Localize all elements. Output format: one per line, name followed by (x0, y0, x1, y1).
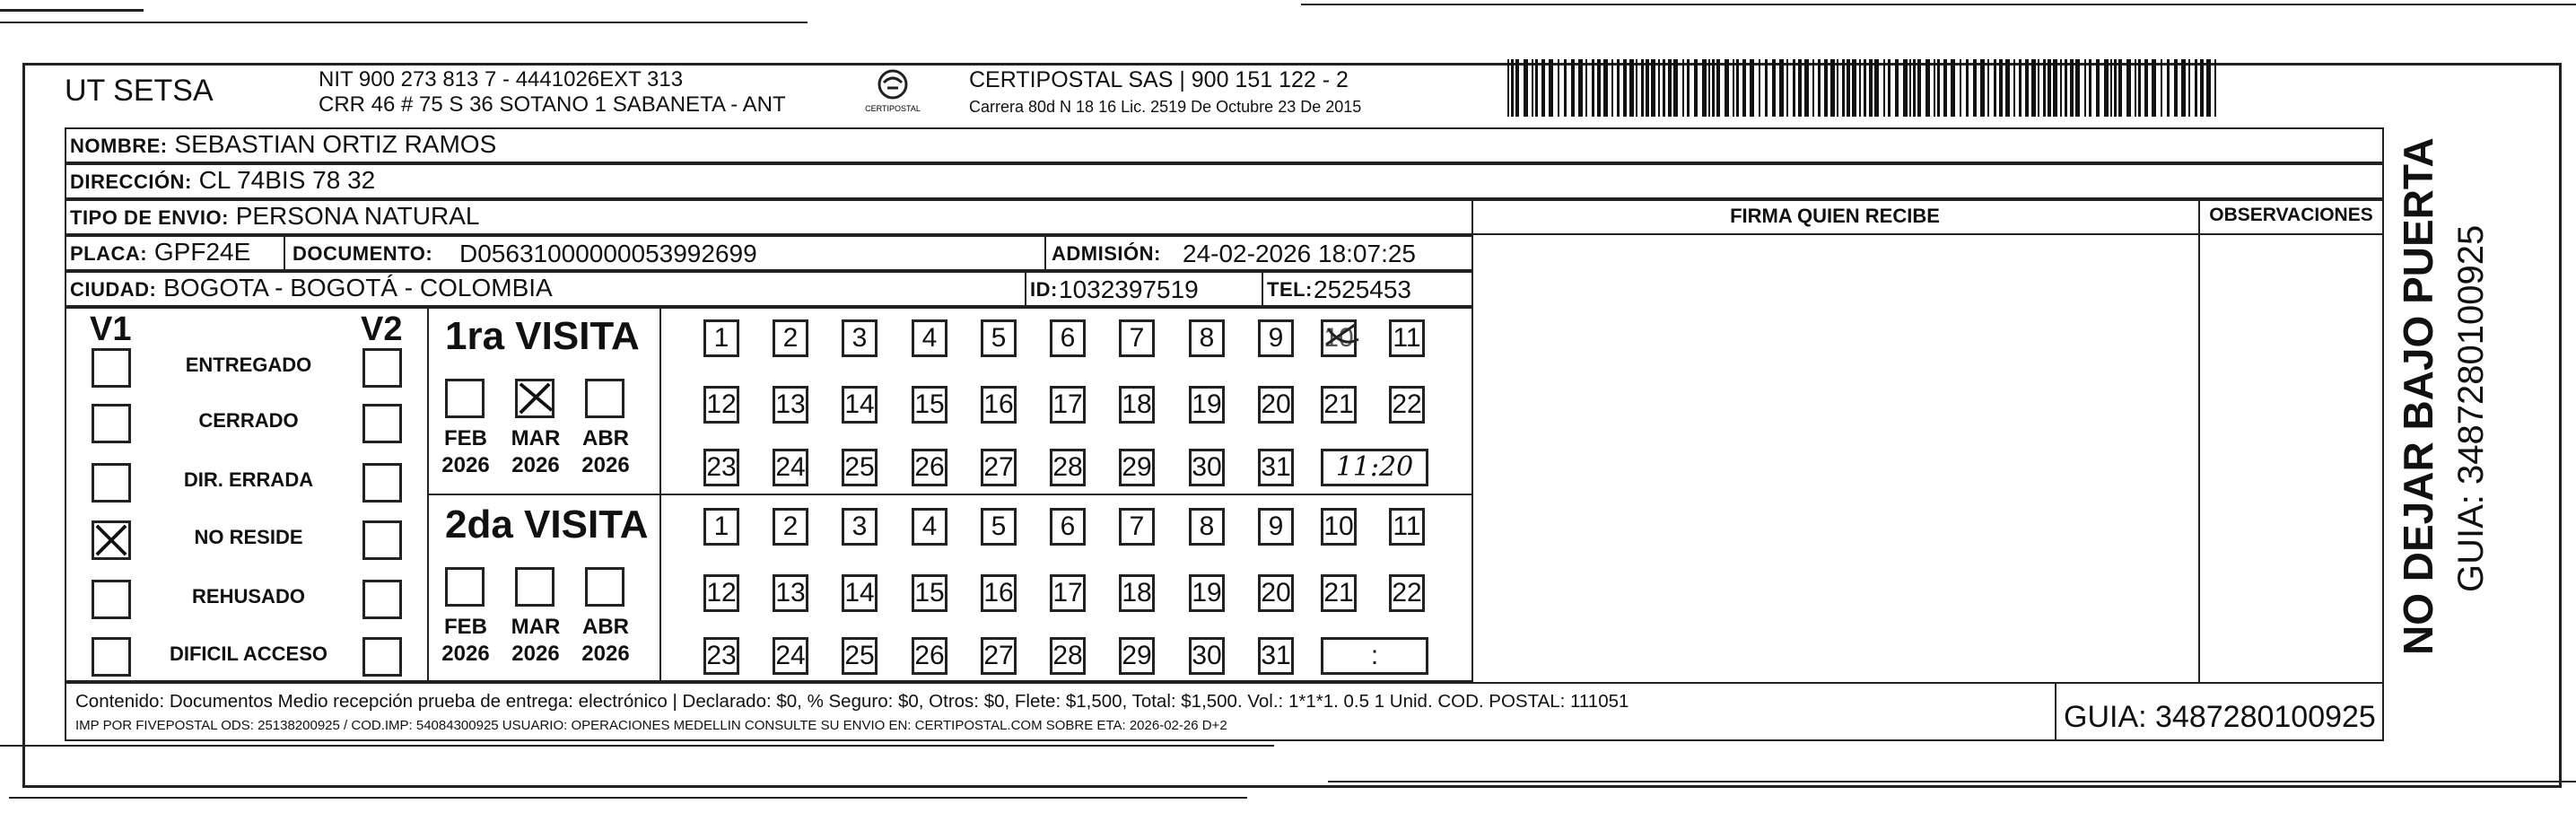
tel-value: 2525453 (1314, 275, 1412, 303)
day-box[interactable]: 14 (842, 574, 878, 612)
day-box[interactable]: 14 (842, 386, 878, 424)
barcode-bar (1917, 59, 1921, 117)
footer-content: Contenido: Documentos Medio recepción prueba de entrega: electrónico | Declarado: $0, % Seguro: $0, Otros: $0, Flete: $1,500, Total: $1,500. Vol.: 1*1*1. 0.5 1 Unid. COD. POSTAL: 111051 (75, 691, 1629, 712)
observaciones-divider (2198, 199, 2200, 682)
barcode-bar (1694, 59, 1698, 117)
certipostal-logo (857, 66, 929, 117)
day-box[interactable]: 18 (1119, 574, 1155, 612)
year-label: 2026 (581, 642, 630, 666)
barcode-bar (2031, 59, 2036, 117)
right-border (2382, 127, 2384, 682)
barcode-bar (1793, 59, 1795, 117)
barcode-bar (2104, 59, 2109, 117)
barcode-bar (1883, 59, 1885, 117)
barcode-bar (2118, 59, 2122, 117)
day-box[interactable]: 8 (1189, 319, 1225, 357)
side-guia: GUIA: 3487280100925 (2451, 224, 2491, 592)
barcode-bar (1759, 59, 1760, 117)
barcode-bar (2200, 59, 2204, 117)
tel-label: TEL: (1267, 278, 1313, 301)
status-label: NO RESIDE (194, 526, 303, 548)
v2-checkbox[interactable] (362, 463, 402, 503)
barcode-bar (2206, 59, 2211, 117)
second-visit-time[interactable]: : (1321, 637, 1428, 675)
day-box[interactable]: 30 (1189, 449, 1225, 486)
day-box[interactable]: 13 (773, 386, 808, 424)
barcode-bar (2075, 59, 2080, 117)
day-box[interactable]: 5 (981, 319, 1017, 357)
company-license: Carrera 80d N 18 16 Lic. 2519 De Octubre 23 De 2015 (969, 98, 1362, 116)
company-line: CERTIPOSTAL SAS | 900 151 122 - 2 (969, 67, 1349, 92)
day-box[interactable]: 27 (981, 637, 1017, 675)
nombre-value: SEBASTIAN ORTIZ RAMOS (174, 130, 497, 158)
barcode-bar (2065, 59, 2067, 117)
v1-checkbox[interactable] (92, 520, 131, 560)
day-box[interactable]: 22 (1389, 386, 1425, 424)
day-box[interactable]: 7 (1119, 319, 1155, 357)
barcode-bar (1524, 59, 1528, 117)
day-box[interactable]: 25 (842, 637, 878, 675)
day-box[interactable]: 19 (1189, 386, 1225, 424)
barcode-bar (2135, 59, 2136, 117)
logo-text: CERTIPOSTAL (865, 104, 921, 113)
barcode-bar (1804, 59, 1809, 117)
barcode-bar (1651, 59, 1655, 117)
barcode-bar (2161, 59, 2162, 117)
barcode-bar (2126, 59, 2131, 117)
barcode-bar (1888, 59, 1891, 117)
barcode-bar (1623, 59, 1627, 117)
barcode-bar (2089, 59, 2091, 117)
barcode-bar (1779, 59, 1784, 117)
day-box[interactable]: 25 (842, 449, 878, 486)
tipo-value: PERSONA NATURAL (235, 202, 480, 230)
year-label: 2026 (511, 642, 560, 666)
first-visit-title: 1ra VISITA (445, 314, 640, 358)
barcode-bar (1611, 59, 1613, 117)
month-checkbox-abr[interactable] (585, 379, 624, 418)
barcode-bar (1895, 59, 1899, 117)
barcode-bar (2025, 59, 2029, 117)
day-box[interactable]: 15 (912, 386, 947, 424)
barcode-bar (2167, 59, 2170, 117)
tipo-label: TIPO DE ENVIO: (70, 206, 229, 229)
barcode-bar (1909, 59, 1911, 117)
day-box[interactable]: 4 (912, 319, 947, 357)
barcode-bar (1515, 59, 1519, 117)
month-checkbox-feb[interactable] (445, 567, 485, 607)
documento-label: DOCUMENTO: (293, 242, 433, 265)
year-label: 2026 (441, 453, 490, 477)
observaciones-label: OBSERVACIONES (2209, 205, 2373, 225)
day-box[interactable]: 11 (1389, 319, 1425, 357)
barcode-bar (2019, 59, 2022, 117)
barcode-bar (2005, 59, 2010, 117)
day-box[interactable]: 31 (1258, 449, 1294, 486)
signature-header-line (1471, 233, 2384, 235)
barcode-bar (1617, 59, 1620, 117)
month-label: ABR (582, 426, 629, 450)
barcode-bar (1716, 59, 1720, 117)
barcode-bar (2084, 59, 2086, 117)
day-box[interactable]: 16 (981, 574, 1017, 612)
status-label: DIR. ERRADA (183, 468, 314, 491)
day-box[interactable]: 18 (1119, 386, 1155, 424)
barcode-bar (2152, 59, 2156, 117)
barcode-bar (1837, 59, 1838, 117)
barcode-bar (1859, 59, 1861, 117)
barcode-bar (1535, 59, 1538, 117)
barcode-bar (2060, 59, 2062, 117)
month-checkbox-mar[interactable] (515, 567, 554, 607)
month-label: MAR (511, 615, 561, 639)
v1-checkbox[interactable] (92, 348, 131, 388)
row-nombre (65, 127, 2384, 163)
month-checkbox-abr[interactable] (585, 567, 624, 607)
status-label: CERRADO (198, 409, 299, 432)
barcode-bar (1673, 59, 1678, 117)
v1-checkbox[interactable] (92, 463, 131, 503)
status-label: ENTREGADO (185, 354, 312, 376)
barcode-bar (1742, 59, 1746, 117)
day-box[interactable]: 20 (1258, 574, 1294, 612)
barcode-bar (1852, 59, 1856, 117)
v2-checkbox[interactable] (362, 348, 402, 388)
year-label: 2026 (511, 453, 560, 477)
day-box[interactable]: 9 (1258, 319, 1294, 357)
day-box[interactable]: 26 (912, 449, 947, 486)
day-box[interactable]: 12 (703, 386, 739, 424)
month-checkbox-feb[interactable] (445, 379, 485, 418)
day-box[interactable]: 16 (981, 386, 1017, 424)
nit-line: NIT 900 273 813 7 - 4441026EXT 313 (319, 67, 684, 92)
day-box[interactable]: 2 (773, 508, 808, 546)
barcode-bar (1750, 59, 1754, 117)
barcode-bar (2174, 59, 2178, 117)
day-box[interactable]: 3 (842, 319, 878, 357)
day-box[interactable]: 9 (1258, 508, 1294, 546)
row-direccion (65, 163, 2384, 199)
barcode-bar (1511, 59, 1514, 117)
side-notice: NO DEJAR BAJO PUERTA (2395, 137, 2441, 655)
day-box[interactable]: 17 (1050, 386, 1086, 424)
day-box[interactable]: 6 (1050, 508, 1086, 546)
direccion-value: CL 74BIS 78 32 (198, 166, 376, 194)
barcode-bar (2138, 59, 2141, 117)
barcode-bar (1842, 59, 1845, 117)
barcode-bar (1687, 59, 1690, 117)
barcode-bar (1818, 59, 1821, 117)
day-box[interactable]: 21 (1321, 574, 1357, 612)
v1-checkbox[interactable] (92, 404, 131, 443)
barcode-bar (1864, 59, 1866, 117)
barcode-bar (1994, 59, 1996, 117)
barcode-bar (1564, 59, 1567, 117)
barcode-bar (1712, 59, 1715, 117)
barcode-bar (1960, 59, 1961, 117)
day-box[interactable]: 24 (773, 637, 808, 675)
barcode-bar (1733, 59, 1734, 117)
day-box[interactable]: 5 (981, 508, 1017, 546)
day-box[interactable]: 17 (1050, 574, 1086, 612)
barcode-bar (1597, 59, 1601, 117)
direccion-label: DIRECCIÓN: (70, 170, 192, 193)
month-label: FEB (444, 426, 487, 450)
admision-label: ADMISIÓN: (1052, 242, 1161, 265)
barcode-bar (1541, 59, 1545, 117)
day-box[interactable]: 10 (1321, 319, 1357, 357)
day-box[interactable]: 1 (703, 319, 739, 357)
barcode-bar (1966, 59, 1969, 117)
day-box[interactable]: 22 (1389, 574, 1425, 612)
day-box[interactable]: 6 (1050, 319, 1086, 357)
barcode-bar (2053, 59, 2057, 117)
day-box[interactable]: 10 (1321, 508, 1357, 546)
barcode-bar (2013, 59, 2015, 117)
day-box[interactable]: 27 (981, 449, 1017, 486)
barcode-bar (1646, 59, 1649, 117)
v2-checkbox[interactable] (362, 580, 402, 619)
day-box[interactable]: 19 (1189, 574, 1225, 612)
scribble-mark (1321, 318, 1362, 363)
day-box[interactable]: 23 (703, 449, 739, 486)
brand-name: UT SETSA (65, 74, 214, 108)
barcode-bar (1532, 59, 1533, 117)
barcode-bar (1987, 59, 1989, 117)
barcode-bar (1934, 59, 1935, 117)
barcode-bar (1629, 59, 1634, 117)
id-label: ID: (1030, 278, 1058, 301)
ciudad-value: BOGOTA - BOGOTÁ - COLOMBIA (163, 274, 553, 302)
day-box[interactable]: 28 (1050, 449, 1086, 486)
day-box[interactable]: 31 (1258, 637, 1294, 675)
barcode-bar (1708, 59, 1710, 117)
day-box[interactable]: 2 (773, 319, 808, 357)
barcode-bar (1585, 59, 1587, 117)
day-box[interactable]: 28 (1050, 637, 1086, 675)
barcode-bar (1951, 59, 1955, 117)
day-box[interactable]: 7 (1119, 508, 1155, 546)
v2-checkbox[interactable] (362, 637, 402, 677)
day-box[interactable]: 13 (773, 574, 808, 612)
barcode-bar (1603, 59, 1608, 117)
barcode-bar (1641, 59, 1644, 117)
status-label: DIFICIL ACCESO (169, 643, 327, 665)
barcode-bar (1830, 59, 1835, 117)
day-box[interactable]: 3 (842, 508, 878, 546)
id-value: 1032397519 (1059, 275, 1199, 303)
month-label: FEB (444, 615, 487, 639)
year-label: 2026 (581, 453, 630, 477)
ciudad-label: CIUDAD: (70, 278, 157, 301)
barcode-bar (2188, 59, 2190, 117)
barcode-bar (1765, 59, 1768, 117)
barcode-bar (1658, 59, 1660, 117)
day-box[interactable]: 12 (703, 574, 739, 612)
v2-checkbox[interactable] (362, 404, 402, 443)
barcode-bar (1824, 59, 1828, 117)
first-visit-time[interactable]: 11:20 (1321, 449, 1428, 486)
barcode-bar (2144, 59, 2148, 117)
firma-label: FIRMA QUIEN RECIBE (1730, 205, 1940, 227)
placa-label: PLACA: (70, 242, 148, 265)
barcode-bar (1999, 59, 2003, 117)
barcode-bar (1592, 59, 1594, 117)
barcode-bar (1973, 59, 1977, 117)
barcode-bar (1636, 59, 1637, 117)
address-line: CRR 46 # 75 S 36 SOTANO 1 SABANETA - ANT (319, 92, 786, 117)
barcode-bar (2070, 59, 2074, 117)
barcode-bar (2096, 59, 2100, 117)
barcode-bar (1702, 59, 1707, 117)
barcode-bar (1682, 59, 1684, 117)
barcode-bar (2048, 59, 2051, 117)
footer-guia: GUIA: 3487280100925 (2064, 700, 2376, 734)
barcode-bar (1725, 59, 1729, 117)
barcode-bar (1874, 59, 1879, 117)
month-label: MAR (511, 426, 561, 450)
day-box[interactable]: 29 (1119, 637, 1155, 675)
barcode-bar (2043, 59, 2046, 117)
admision-value: 24-02-2026 18:07:25 (1183, 240, 1416, 267)
day-box[interactable]: 30 (1189, 637, 1225, 675)
barcode-bar (1549, 59, 1553, 117)
day-box[interactable]: 24 (773, 449, 808, 486)
barcode-bar (1507, 59, 1509, 117)
barcode-bar (1798, 59, 1802, 117)
barcode-bar (2181, 59, 2186, 117)
barcode-bar (1869, 59, 1873, 117)
barcode-bar (1571, 59, 1575, 117)
barcode-bar (1736, 59, 1739, 117)
row-ciudad (65, 271, 1473, 307)
placa-value: GPF24E (153, 238, 251, 266)
day-box[interactable]: 21 (1321, 386, 1357, 424)
v1-label: V1 (90, 310, 132, 348)
day-box[interactable]: 15 (912, 574, 947, 612)
month-checkbox-mar[interactable] (515, 379, 554, 418)
barcode-bar (1578, 59, 1583, 117)
barcode-bar (1847, 59, 1850, 117)
barcode-bar (1812, 59, 1814, 117)
barcode-bar (1903, 59, 1908, 117)
barcode-bar (1668, 59, 1672, 117)
day-box[interactable]: 8 (1189, 508, 1225, 546)
v2-checkbox[interactable] (362, 520, 402, 560)
barcode-bar (1913, 59, 1916, 117)
barcode-bar (1772, 59, 1776, 117)
barcode-bar (2038, 59, 2039, 117)
v1-checkbox[interactable] (92, 580, 131, 619)
barcode-bar (2195, 59, 2197, 117)
year-label: 2026 (441, 642, 490, 666)
day-box[interactable]: 1 (703, 508, 739, 546)
status-label: REHUSADO (192, 585, 305, 608)
barcode-bar (2110, 59, 2112, 117)
barcode-bar (1786, 59, 1788, 117)
footer-imp: IMP POR FIVEPOSTAL ODS: 25138200925 / COD.IMP: 54084300925 USUARIO: OPERACIONES MEDELLIN CONSULTE SU ENVIO EN: CERTIPOSTAL.COM SOBRE ETA: 2026-02-26 D+2 (75, 718, 1227, 733)
day-box[interactable]: 29 (1119, 449, 1155, 486)
row-placa (65, 235, 1473, 271)
day-box[interactable]: 20 (1258, 386, 1294, 424)
barcode-bar (1980, 59, 1985, 117)
barcode-bar (1943, 59, 1947, 117)
nombre-label: NOMBRE: (70, 135, 168, 157)
day-box[interactable]: 4 (912, 508, 947, 546)
barcode-bar (1558, 59, 1559, 117)
barcode-bar (2114, 59, 2117, 117)
barcode-bar (1663, 59, 1665, 117)
month-label: ABR (582, 615, 629, 639)
day-box[interactable]: 26 (912, 637, 947, 675)
documento-value: D05631000000053992699 (459, 240, 757, 267)
barcode-bar (2214, 59, 2216, 117)
v2-label: V2 (361, 310, 403, 348)
day-box[interactable]: 23 (703, 637, 739, 675)
barcode-bar (1925, 59, 1930, 117)
second-visit-title: 2da VISITA (445, 503, 649, 546)
barcode (1507, 59, 2225, 118)
barcode-bar (1937, 59, 1940, 117)
v1-checkbox[interactable] (92, 637, 131, 677)
day-box[interactable]: 11 (1389, 508, 1425, 546)
